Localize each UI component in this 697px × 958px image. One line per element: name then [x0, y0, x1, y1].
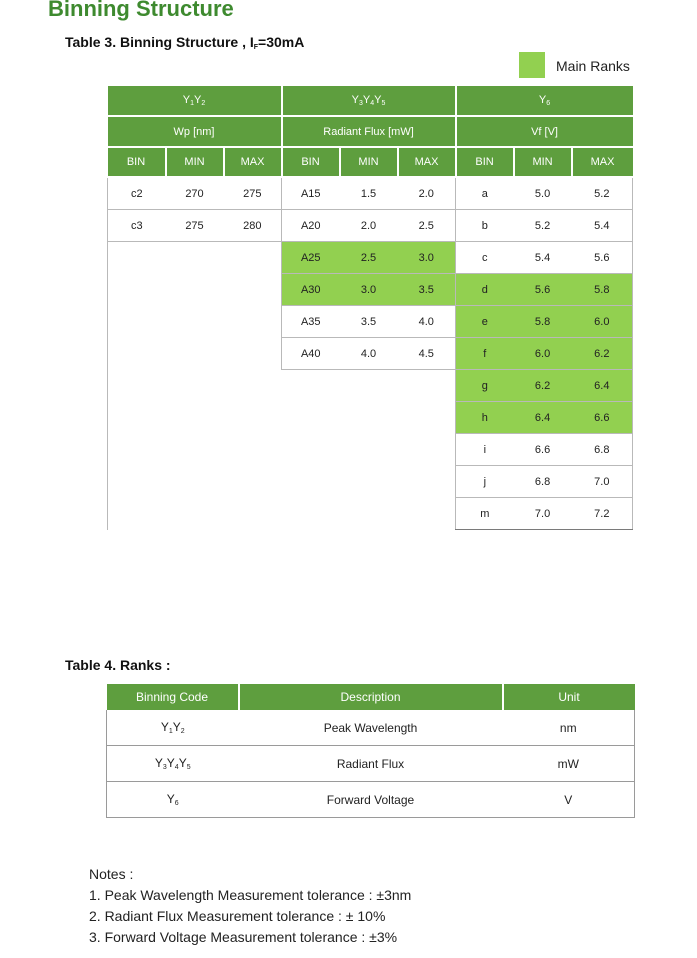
- description-cell: Forward Voltage: [239, 782, 503, 818]
- group-param-header: Vf [V]: [456, 116, 633, 147]
- table-cell: 2.5: [398, 210, 456, 242]
- group-code-header: [108, 86, 282, 116]
- table-cell: 5.2: [514, 210, 572, 242]
- table-cell: c: [456, 242, 514, 274]
- empty-cell: [282, 370, 340, 402]
- group-code-header: [456, 86, 633, 116]
- code-subscript: 2: [180, 728, 185, 735]
- table3-caption: [65, 34, 304, 51]
- code-letter: Y: [538, 94, 547, 106]
- binning-structure-table: [107, 86, 633, 530]
- note-item: 2. Radiant Flux Measurement tolerance : ± 10%: [89, 908, 386, 924]
- table-cell: 2.0: [340, 210, 398, 242]
- code-letter: Y: [194, 94, 202, 106]
- table-row: [107, 782, 635, 818]
- table-cell: j: [456, 466, 514, 498]
- notes: [89, 864, 411, 948]
- table4-caption: Table 4. Ranks :: [65, 657, 171, 673]
- code-subscript: 4: [174, 764, 179, 771]
- empty-cell: [224, 338, 282, 370]
- group-param-header: Radiant Flux [mW]: [282, 116, 456, 147]
- code-subscript: 3: [359, 100, 363, 107]
- table3-caption-text: Table 3. Binning Structure , I: [65, 34, 254, 50]
- code-letter: Y: [182, 94, 191, 106]
- table-cell: m: [456, 498, 514, 530]
- table-cell: 7.2: [572, 498, 633, 530]
- table-cell: d: [456, 274, 514, 306]
- code-subscript: 1: [190, 100, 194, 107]
- table-cell: 6.0: [514, 338, 572, 370]
- table-cell: 5.6: [514, 274, 572, 306]
- empty-cell: [282, 434, 340, 466]
- empty-cell: [166, 370, 224, 402]
- empty-cell: [340, 402, 398, 434]
- group-code-header: [282, 86, 456, 116]
- table-cell: A30: [282, 274, 340, 306]
- column-header: MIN: [340, 147, 398, 177]
- empty-cell: [282, 402, 340, 434]
- table-row: [108, 306, 633, 338]
- table-cell: g: [456, 370, 514, 402]
- code-subscript: 2: [201, 100, 206, 107]
- code-letter: Y: [374, 94, 382, 106]
- code-letter: Y: [160, 720, 169, 734]
- empty-cell: [166, 498, 224, 530]
- empty-cell: [166, 306, 224, 338]
- table-cell: 6.4: [514, 402, 572, 434]
- table3-caption-tail: =30mA: [258, 34, 305, 50]
- code-subscript: 6: [546, 100, 551, 107]
- code-subscript: 5: [381, 100, 386, 107]
- column-header: BIN: [282, 147, 340, 177]
- unit-cell: nm: [503, 710, 635, 746]
- table-cell: a: [456, 177, 514, 210]
- table-cell: c2: [108, 177, 166, 210]
- notes-heading: Notes :: [89, 866, 134, 882]
- empty-cell: [282, 498, 340, 530]
- table-row: [108, 434, 633, 466]
- column-header: BIN: [108, 147, 166, 177]
- table-row: [108, 274, 633, 306]
- table-cell: 3.5: [340, 306, 398, 338]
- code-subscript: 5: [186, 764, 191, 771]
- binning-code-cell: [107, 746, 239, 782]
- ranks-table: [106, 684, 635, 818]
- table-cell: 6.4: [572, 370, 633, 402]
- table-cell: 3.0: [398, 242, 456, 274]
- empty-cell: [108, 402, 166, 434]
- code-letter: Y: [172, 720, 181, 734]
- note-item: 3. Forward Voltage Measurement tolerance : ±3%: [89, 929, 398, 945]
- column-header: MAX: [224, 147, 282, 177]
- unit-cell: V: [503, 782, 635, 818]
- description-cell: Radiant Flux: [239, 746, 503, 782]
- code-letter: Y: [362, 94, 371, 106]
- table-cell: 1.5: [340, 177, 398, 210]
- empty-cell: [340, 498, 398, 530]
- page-title: Binning Structure: [48, 0, 234, 21]
- table-cell: 4.5: [398, 338, 456, 370]
- table-cell: f: [456, 338, 514, 370]
- table-cell: 4.0: [340, 338, 398, 370]
- table-cell: 270: [166, 177, 224, 210]
- table-cell: h: [456, 402, 514, 434]
- table-cell: 5.8: [514, 306, 572, 338]
- table-cell: 2.0: [398, 177, 456, 210]
- empty-cell: [398, 466, 456, 498]
- empty-cell: [108, 274, 166, 306]
- table-cell: 3.5: [398, 274, 456, 306]
- empty-cell: [340, 434, 398, 466]
- table-cell: 6.6: [514, 434, 572, 466]
- table-cell: 5.4: [572, 210, 633, 242]
- code-subscript: 4: [370, 100, 375, 107]
- table-row: [108, 210, 633, 242]
- table-cell: c3: [108, 210, 166, 242]
- code-subscript: 6: [174, 800, 179, 807]
- column-header: MIN: [514, 147, 572, 177]
- table-cell: 5.2: [572, 177, 633, 210]
- table-cell: 4.0: [398, 306, 456, 338]
- column-header: MAX: [398, 147, 456, 177]
- table-cell: 5.4: [514, 242, 572, 274]
- table-cell: 7.0: [514, 498, 572, 530]
- empty-cell: [398, 370, 456, 402]
- code-letter: Y: [166, 756, 175, 770]
- empty-cell: [224, 306, 282, 338]
- code-subscript: 3: [162, 764, 167, 771]
- ranks-header: Unit: [503, 684, 635, 710]
- table-cell: 6.0: [572, 306, 633, 338]
- table-cell: 5.8: [572, 274, 633, 306]
- empty-cell: [224, 242, 282, 274]
- table-cell: 6.6: [572, 402, 633, 434]
- table-row: [108, 402, 633, 434]
- empty-cell: [166, 274, 224, 306]
- empty-cell: [108, 242, 166, 274]
- column-header: MIN: [166, 147, 224, 177]
- main-ranks-legend-label: Main Ranks: [556, 58, 630, 74]
- empty-cell: [108, 434, 166, 466]
- empty-cell: [166, 338, 224, 370]
- table-row: [108, 242, 633, 274]
- unit-cell: mW: [503, 746, 635, 782]
- table-row: [108, 338, 633, 370]
- group-param-header: Wp [nm]: [108, 116, 282, 147]
- table-cell: 275: [224, 177, 282, 210]
- table-cell: 7.0: [572, 466, 633, 498]
- empty-cell: [224, 466, 282, 498]
- binning-code-cell: [107, 782, 239, 818]
- column-header: BIN: [456, 147, 514, 177]
- table-cell: 5.6: [572, 242, 633, 274]
- table-row: [108, 498, 633, 530]
- column-header: MAX: [572, 147, 633, 177]
- empty-cell: [166, 402, 224, 434]
- code-letter: Y: [351, 94, 359, 106]
- table3-caption-sub: F: [253, 44, 259, 51]
- empty-cell: [224, 274, 282, 306]
- table-cell: i: [456, 434, 514, 466]
- table-row: [108, 370, 633, 402]
- table-row: [108, 466, 633, 498]
- table-row: [107, 746, 635, 782]
- empty-cell: [166, 466, 224, 498]
- table-cell: 6.2: [572, 338, 633, 370]
- table-cell: A35: [282, 306, 340, 338]
- empty-cell: [108, 498, 166, 530]
- empty-cell: [224, 370, 282, 402]
- table-row: [108, 177, 633, 210]
- empty-cell: [108, 466, 166, 498]
- empty-cell: [224, 498, 282, 530]
- main-ranks-legend-swatch: [519, 52, 545, 78]
- ranks-header: Binning Code: [107, 684, 239, 710]
- empty-cell: [398, 498, 456, 530]
- empty-cell: [108, 370, 166, 402]
- ranks-header: Description: [239, 684, 503, 710]
- code-subscript: 1: [168, 728, 173, 735]
- table-cell: 6.2: [514, 370, 572, 402]
- empty-cell: [166, 242, 224, 274]
- empty-cell: [398, 434, 456, 466]
- table-cell: A15: [282, 177, 340, 210]
- empty-cell: [166, 434, 224, 466]
- code-letter: Y: [178, 756, 187, 770]
- table-cell: 5.0: [514, 177, 572, 210]
- table-cell: 6.8: [514, 466, 572, 498]
- table-cell: A25: [282, 242, 340, 274]
- empty-cell: [340, 370, 398, 402]
- note-item: 1. Peak Wavelength Measurement tolerance : ±3nm: [89, 887, 412, 903]
- description-cell: Peak Wavelength: [239, 710, 503, 746]
- table-cell: 280: [224, 210, 282, 242]
- empty-cell: [340, 466, 398, 498]
- binning-code-cell: [107, 710, 239, 746]
- empty-cell: [108, 338, 166, 370]
- table-cell: 6.8: [572, 434, 633, 466]
- table-cell: b: [456, 210, 514, 242]
- empty-cell: [224, 434, 282, 466]
- empty-cell: [108, 306, 166, 338]
- table-cell: 3.0: [340, 274, 398, 306]
- table-cell: A20: [282, 210, 340, 242]
- table-row: [107, 710, 635, 746]
- code-letter: Y: [166, 792, 175, 806]
- table-cell: 2.5: [340, 242, 398, 274]
- empty-cell: [282, 466, 340, 498]
- table-cell: e: [456, 306, 514, 338]
- table-cell: A40: [282, 338, 340, 370]
- code-letter: Y: [154, 756, 163, 770]
- empty-cell: [224, 402, 282, 434]
- table-cell: 275: [166, 210, 224, 242]
- empty-cell: [398, 402, 456, 434]
